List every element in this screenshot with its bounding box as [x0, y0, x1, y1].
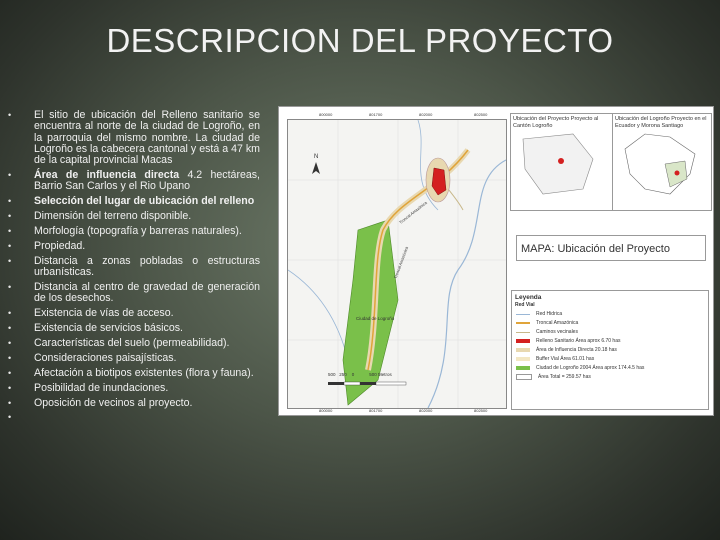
legend-item: Área Total = 259.57 has	[516, 374, 708, 380]
map-caption: MAPA: Ubicación del Proyecto	[516, 235, 706, 261]
bullet-item: • Distancia al centro de gravedad de generación de los desechos.	[8, 282, 260, 305]
inset-map-canton	[510, 113, 615, 211]
legend-swatch	[516, 314, 530, 315]
legend-swatch	[516, 348, 530, 352]
legend-swatch	[516, 366, 530, 370]
bullet-item: • Posibilidad de inundaciones.	[8, 383, 260, 394]
road-label: Troncal Amazónica	[392, 245, 410, 280]
bullet-item: • El sitio de ubicación del Relleno sanitario se encuentra al norte de la ciudad de Logroño, en la parroquia del mismo nombre. La ciudad de Logroño es la cabecera cantonal y está a 47 km de la capital provincial Macas	[8, 110, 260, 166]
scale-bar	[328, 382, 406, 385]
bullet-item: • Morfología (topografía y barreras naturales).	[8, 226, 260, 237]
road-label: Troncal Amazónica	[398, 200, 428, 225]
legend-swatch	[516, 332, 530, 333]
legend-item: Caminos vecinales	[516, 329, 708, 335]
scale-text: 500 250 0 500 Metros	[328, 372, 392, 377]
city-label: Ciudad de Logroño	[356, 316, 395, 321]
legend-swatch	[516, 374, 532, 380]
bullet-item-empty	[8, 412, 260, 423]
map-main-area	[287, 119, 507, 409]
legend-swatch	[516, 322, 530, 324]
legend-item: Área de Influencia Directa 20.18 has	[516, 347, 708, 353]
map-tick-label: 800000	[319, 112, 333, 117]
map-tick-label: 801700	[369, 408, 383, 413]
project-location-map	[278, 106, 714, 416]
bullet-item: • Existencia de servicios básicos.	[8, 323, 260, 334]
map-tick-label: 802000	[419, 112, 433, 117]
bullet-item: • Oposición de vecinos al proyecto.	[8, 398, 260, 409]
bullet-item: • Selección del lugar de ubicación del relleno	[8, 196, 260, 207]
bullet-item: • Afectación a biotipos existentes (flora y fauna).	[8, 368, 260, 379]
bullet-item: • Propiedad.	[8, 241, 260, 252]
north-label: N	[314, 154, 319, 160]
bullet-item: • Existencia de vías de acceso.	[8, 308, 260, 319]
page-title: DESCRIPCION DEL PROYECTO	[106, 22, 614, 59]
bullet-item: • Características del suelo (permeabilidad).	[8, 338, 260, 349]
inset-title: Ubicación del Logroño Proyecto en el Ecuador y Morona Santiago	[615, 116, 707, 129]
river-line	[288, 270, 348, 360]
legend-title: Leyenda	[515, 294, 542, 301]
bullet-item: • Distancia a zonas pobladas o estructuras urbanísticas.	[8, 256, 260, 279]
legend-swatch	[516, 357, 530, 361]
inset-title: Ubicación del Proyecto Proyecto al Cantón Logroño	[513, 116, 599, 129]
inset-map-ecuador	[612, 113, 712, 211]
map-tick-label: 802500	[474, 112, 488, 117]
map-tick-label: 800000	[319, 408, 333, 413]
legend-item: Relleno Sanitario Área aprox 6.70 has	[516, 338, 708, 344]
map-tick-label: 802500	[474, 408, 488, 413]
legend-swatch	[516, 339, 530, 343]
inset-ecuador-drawing	[615, 129, 705, 199]
bullet-item: • Dimensión del terreno disponible.	[8, 211, 260, 222]
legend-item: Ciudad de Logroño 2004 Área aprox 174.4.5 has	[516, 365, 708, 371]
bullet-item: • Consideraciones paisajísticas.	[8, 353, 260, 364]
north-arrow-icon	[312, 162, 320, 174]
legend-subtitle: Red Vial	[515, 302, 535, 308]
legend-item: Buffer Vial Área 61.01 has	[516, 356, 708, 362]
map-tick-label: 802000	[419, 408, 433, 413]
bullet-item: • Área de influencia directa 4.2 hectáreas, Barrio San Carlos y el Rio Upano	[8, 170, 260, 193]
inset-canton-drawing	[513, 129, 608, 199]
legend-item: Red Hidrica	[516, 311, 708, 317]
city-area-polygon	[343, 220, 398, 405]
legend-item: Troncal Amazónica	[516, 320, 708, 326]
bullet-list	[8, 110, 260, 427]
map-tick-label: 801700	[369, 112, 383, 117]
map-legend	[511, 290, 709, 410]
